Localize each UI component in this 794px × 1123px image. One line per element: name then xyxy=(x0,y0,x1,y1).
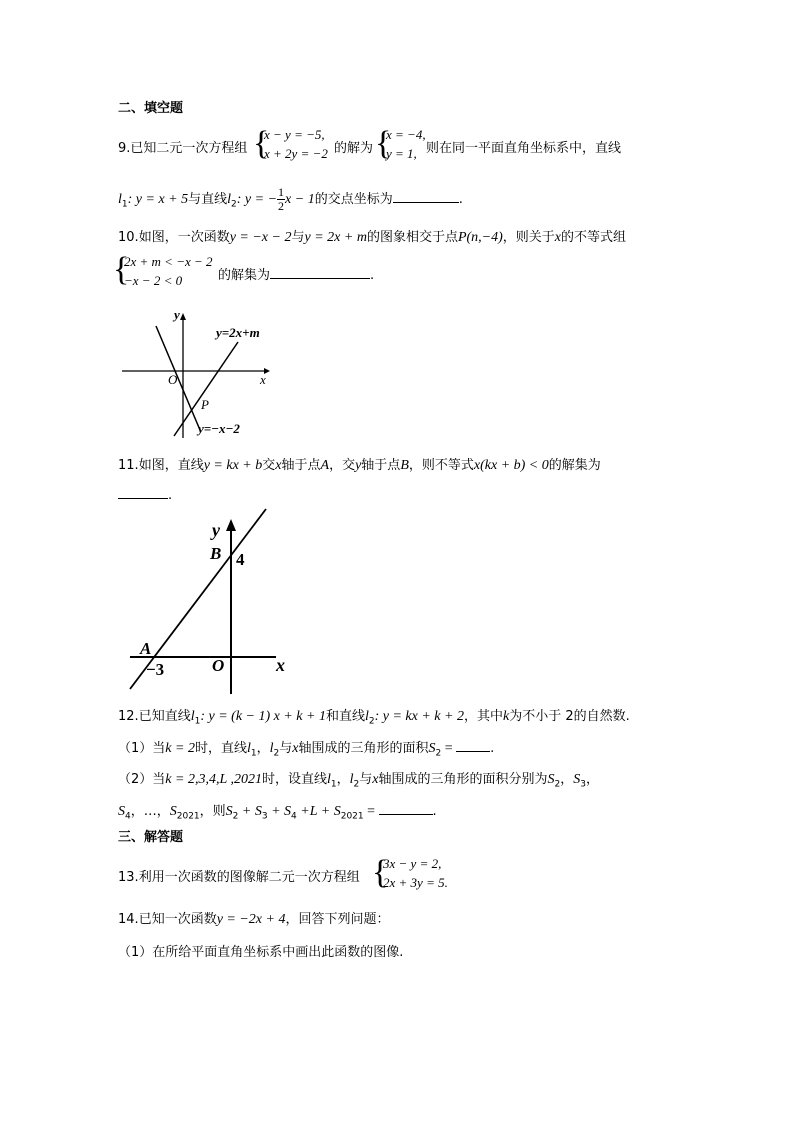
q12-p2-l2: l xyxy=(349,772,354,787)
q13-line1 xyxy=(118,866,360,885)
q12-p3-sum-S3: + S xyxy=(238,804,262,819)
q10-f1: y = −x − 2 xyxy=(229,230,292,245)
q9-text-3: 则在同一平面直角坐标系中，直线 xyxy=(426,141,622,156)
q9-solution-2: y = 1, xyxy=(386,146,417,161)
q12-p3-sum-S4-sub: 4 xyxy=(291,811,297,822)
q14-number: 14. xyxy=(118,912,139,927)
q9-fraction xyxy=(277,186,285,213)
q12-text-2: 和直线 xyxy=(325,709,365,724)
q9-text-1: 已知二元一次方程组 xyxy=(130,141,248,156)
q13-eq1: 3x − y = 2, xyxy=(383,856,442,871)
q12-p2-comma1: ， xyxy=(560,772,574,787)
q12-p3-sum-S2021-sub: 2021 xyxy=(340,811,364,822)
q9-l1-sub: 1 xyxy=(121,199,128,210)
q9-system-eq2: x + 2y = −2 xyxy=(264,146,328,161)
q12-p3-S4: S xyxy=(118,804,125,819)
q10-line-neg-x-minus-2 xyxy=(156,326,200,430)
q11-f1: y = kx + b xyxy=(203,458,263,473)
q12-text-1: 已知直线 xyxy=(138,709,191,724)
q9-answer-blank xyxy=(393,190,459,203)
q14-function: y = −2x + 4 xyxy=(216,912,286,927)
q12-p2-a: （2）当 xyxy=(118,772,166,787)
q11-end: . xyxy=(168,488,173,503)
q10-line1 xyxy=(118,226,626,246)
q10-ineq1: 2x + m < −x − 2 xyxy=(124,254,213,269)
q9-l1-label: l xyxy=(118,192,122,207)
q12-p1-e: 轴围成的三角形的面积 xyxy=(298,741,429,756)
q12-p1-c: ， xyxy=(256,741,270,756)
q11-figure xyxy=(126,505,296,697)
q12-p1-x: x xyxy=(292,741,299,756)
q12-l2-expr: : y = kx + k + 2 xyxy=(374,709,464,724)
q11-A: A xyxy=(320,458,330,473)
q11-text-3: 轴于点 xyxy=(281,458,321,473)
q10-y-label: y xyxy=(174,307,180,322)
q10-f2: y = 2x + m xyxy=(304,230,367,245)
q12-p3-eq: = xyxy=(363,804,379,819)
q9-l2-expr-b: x − 1 xyxy=(285,192,315,207)
q9-l2-sub: 2 xyxy=(231,199,237,210)
q11-yv: y xyxy=(355,458,362,473)
q14-text-2: ，回答下列问题： xyxy=(285,912,390,927)
q10-origin-label: O xyxy=(168,372,178,387)
q10-answer-blank xyxy=(270,266,370,279)
q10-end: . xyxy=(370,268,375,283)
q9-solution-1: x = −4, xyxy=(386,127,426,142)
q12-p1-k: k = 2 xyxy=(165,741,195,756)
q11-line2 xyxy=(118,486,172,503)
q12-p3-S4-sub: 4 xyxy=(125,811,131,822)
q11-B: B xyxy=(400,458,409,473)
q14-part1: （1）在所给平面直角坐标系中画出此函数的图像. xyxy=(118,945,404,960)
q11-y-label: y xyxy=(212,520,220,540)
q10-text-4: ，则关于 xyxy=(502,230,555,245)
q10-figure xyxy=(118,302,288,442)
q12-part2-cont xyxy=(118,800,437,822)
q12-number: 12. xyxy=(118,709,139,724)
q13-text-1: 利用一次函数的图像解二元一次方程组 xyxy=(138,870,360,885)
q12-p2-c: ， xyxy=(336,772,350,787)
q13-eq2: 2x + 3y = 5. xyxy=(383,875,448,890)
q12-p2-comma2: ， xyxy=(586,772,600,787)
q10-line-b-label: y=−x−2 xyxy=(198,421,240,436)
q12-p2-b: 时，设直线 xyxy=(261,772,327,787)
q14-text-1: 已知一次函数 xyxy=(138,912,217,927)
q9-frac-num: 1 xyxy=(278,185,285,199)
q12-p3-S2021-sub: 2021 xyxy=(176,811,200,822)
q11-ineq: x(kx + b) < 0 xyxy=(473,458,549,473)
q12-p2-e: 轴围成的三角形的面积分别为 xyxy=(378,772,548,787)
q12-text-4: 为不小于 2的自然数. xyxy=(509,709,630,724)
q10-line-a-label: y=2x+m xyxy=(216,325,260,340)
q11-text-7: 的解集为 xyxy=(548,458,601,473)
q11-xv: x xyxy=(275,458,282,473)
q11-neg3-label: −3 xyxy=(146,660,165,679)
q12-p1-l2-sub: 2 xyxy=(273,748,280,759)
q9-frac-den: 2 xyxy=(278,199,285,213)
q10-text-6: 的解集为 xyxy=(218,268,271,283)
q12-p3-S2021: S xyxy=(169,804,177,819)
q12-p2-answer-blank xyxy=(379,802,433,815)
q11-text-2: 交 xyxy=(262,458,276,473)
q12-l2-label: l xyxy=(364,709,369,724)
q10-text-2: 与 xyxy=(291,230,305,245)
q12-p3-sum-S2: S xyxy=(225,804,233,819)
q11-y-arrow-icon xyxy=(226,519,236,531)
q10-x-label: x xyxy=(260,372,266,387)
q12-p3-sum-S3-sub: 3 xyxy=(261,811,268,822)
q9-text-5: 的交点坐标为 xyxy=(314,192,393,207)
q12-p1-l1-sub: 1 xyxy=(250,748,257,759)
q12-l1-sub: 1 xyxy=(194,716,201,727)
q10-ineq-brace: { xyxy=(113,251,130,288)
q13-system-brace: { xyxy=(372,854,389,891)
q12-p1-answer-blank xyxy=(456,739,490,752)
q10-number: 10. xyxy=(118,230,139,245)
q9-system-brace: { xyxy=(253,125,270,162)
q12-p2-S3: S xyxy=(573,772,581,787)
q12-p2-k: k = 2,3,4,L ,2021 xyxy=(165,772,262,787)
q10-y-arrow-icon xyxy=(180,313,186,320)
q12-p3-sum-S2021: +L + S xyxy=(296,804,341,819)
q12-p1-end: . xyxy=(490,741,495,756)
q12-part2 xyxy=(118,768,599,790)
q12-p1-d: 与 xyxy=(279,741,293,756)
q12-p3-end: . xyxy=(432,804,437,819)
section-heading-answer: 三、解答题 xyxy=(118,830,184,845)
q9-l2-label: l xyxy=(227,192,232,207)
q9-number: 9. xyxy=(118,141,131,156)
q9-line1 xyxy=(118,137,247,156)
q12-p3-sum-S2-sub: 2 xyxy=(232,811,239,822)
q9-line2 xyxy=(118,186,463,213)
q10-ineq2: −x − 2 < 0 xyxy=(124,273,183,288)
q11-number: 11. xyxy=(118,458,139,473)
q12-l1-label: l xyxy=(190,709,195,724)
q12-l1-expr: : y = (k − 1) x + k + 1 xyxy=(200,709,326,724)
q11-four-label: 4 xyxy=(236,550,245,569)
q9-l1-expr: : y = x + 5 xyxy=(127,192,189,207)
q9-solution-brace: { xyxy=(375,125,392,162)
q11-origin-label: O xyxy=(212,656,225,675)
q13-number: 13. xyxy=(118,870,139,885)
section-heading-fill-blank: 二、填空题 xyxy=(118,101,184,116)
q12-p2-l1-sub: 1 xyxy=(330,779,337,790)
q12-p1-S-sub: 2 xyxy=(435,748,442,759)
q12-p3-dots: ，…， xyxy=(130,804,170,819)
q12-line1 xyxy=(118,705,630,727)
q9-l2-expr-a: : y = − xyxy=(236,192,278,207)
q12-p1-eq: = xyxy=(441,741,457,756)
q10-point-label: P xyxy=(201,397,209,412)
q11-answer-blank xyxy=(118,486,168,499)
q12-p3-sum-S4: + S xyxy=(267,804,292,819)
q10-text-1: 如图，一次函数 xyxy=(138,230,230,245)
q12-p3-then: ，则 xyxy=(199,804,226,819)
q11-line1 xyxy=(118,454,601,474)
q9-system-eq1: x − y = −5, xyxy=(264,127,325,142)
q12-p1-b: 时，直线 xyxy=(194,741,247,756)
q9-text-2: 的解为 xyxy=(334,141,374,156)
q11-text-6: ，则不等式 xyxy=(408,458,474,473)
q10-line2 xyxy=(218,264,374,283)
q12-p2-S2: S xyxy=(547,772,555,787)
q11-text-1: 如图，直线 xyxy=(138,458,204,473)
q12-text-3: ，其中 xyxy=(463,709,503,724)
q10-point: P(n,−4) xyxy=(457,230,503,245)
q9-text-4: 与直线 xyxy=(188,192,228,207)
q12-p2-l1: l xyxy=(327,772,331,787)
q12-p1-l1: l xyxy=(246,741,251,756)
q11-B-label: B xyxy=(210,544,222,563)
q12-p2-d: 与 xyxy=(359,772,373,787)
q12-p2-x: x xyxy=(372,772,379,787)
q12-p2-S3-sub: 3 xyxy=(580,779,586,790)
q11-text-4: ，交 xyxy=(329,458,356,473)
q12-p1-a: （1）当 xyxy=(118,741,166,756)
q12-l2-sub: 2 xyxy=(368,716,375,727)
q10-text-3: 的图象相交于点 xyxy=(366,230,458,245)
q11-text-5: 轴于点 xyxy=(361,458,401,473)
q12-k: k xyxy=(502,709,510,724)
q12-p1-S: S xyxy=(428,741,436,756)
q12-part1 xyxy=(118,737,494,759)
q12-p2-S2-sub: 2 xyxy=(554,779,561,790)
q14-line1 xyxy=(118,908,390,928)
q11-x-label: x xyxy=(276,655,285,675)
q10-var: x xyxy=(554,230,562,245)
q11-A-label: A xyxy=(140,639,152,658)
q10-text-5: 的不等式组 xyxy=(561,230,627,245)
q12-p2-l2-sub: 2 xyxy=(353,779,360,790)
q9-end: . xyxy=(458,192,463,207)
q12-p1-l2: l xyxy=(269,741,274,756)
